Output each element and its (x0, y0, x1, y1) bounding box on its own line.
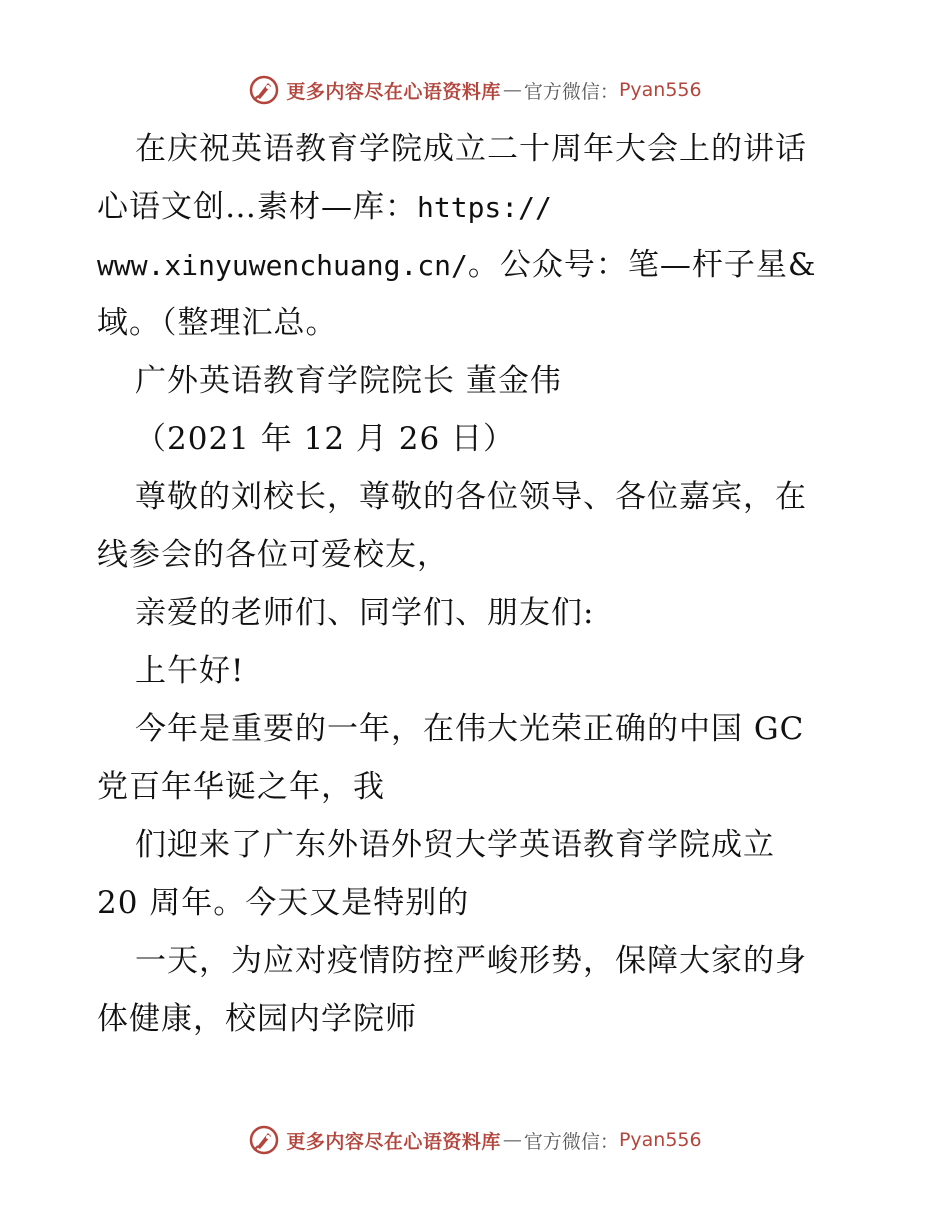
paragraph-2-line-b: 20 周年。今天又是特别的 (97, 885, 470, 921)
header-watermark (0, 70, 950, 110)
watermark-wechat-id: Pyan556 (618, 79, 702, 101)
paragraph-3-line-a: 一天，为应对疫情防控严峻形势，保障大家的身 (135, 943, 807, 979)
greeting-line-1a: 尊敬的刘校长，尊敬的各位领导、各位嘉宾，在 (135, 479, 807, 515)
watermark-wechat-label: 官方微信： (523, 1130, 619, 1153)
watermark-site-text: 更多内容尽在心语资料库 (286, 1130, 501, 1153)
greeting-line-2: 亲爱的老师们、同学们、朋友们: (135, 595, 595, 631)
source-line-2-text: 。公众号：笔—杆子星& (467, 247, 817, 283)
footer-watermark (0, 1120, 950, 1160)
watermark-wechat-id: Pyan556 (618, 1129, 702, 1151)
source-line-2 (97, 236, 857, 294)
document-title: 在庆祝英语教育学院成立二十周年大会上的讲话 (135, 131, 807, 167)
source-url-part-2: www.xinyuwenchuang.cn/ (97, 249, 468, 282)
paragraph-3-line-b: 体健康，校园内学院师 (97, 1001, 417, 1037)
watermark-wechat-label: 官方微信： (523, 80, 619, 103)
author-line: 广外英语教育学院院长 董金伟 (135, 363, 562, 399)
paragraph-1-line-b: 党百年华诞之年，我 (97, 769, 385, 805)
paragraph-2-line-a: 们迎来了广东外语外贸大学英语教育学院成立 (135, 827, 775, 863)
greeting-line-3: 上午好! (135, 653, 245, 689)
watermark-site-text: 更多内容尽在心语资料库 (286, 80, 501, 103)
source-line-1 (97, 178, 857, 236)
source-line-3: 域。（整理汇总。 (97, 305, 338, 341)
date-line: （2021 年 12 月 26 日） (135, 421, 516, 457)
watermark-dash: — (502, 1129, 522, 1151)
paragraph-1-line-a: 今年是重要的一年，在伟大光荣正确的中国 GC (135, 711, 805, 747)
source-line-1-text: 心语文创…素材—库： (97, 189, 417, 225)
watermark-dash: — (502, 79, 522, 101)
document-body (97, 120, 857, 1048)
pen-nib-logo-icon (248, 1124, 280, 1156)
source-url-part-1: https:// (417, 191, 552, 224)
pen-nib-logo-icon (248, 74, 280, 106)
greeting-line-1b: 线参会的各位可爱校友， (97, 537, 449, 573)
